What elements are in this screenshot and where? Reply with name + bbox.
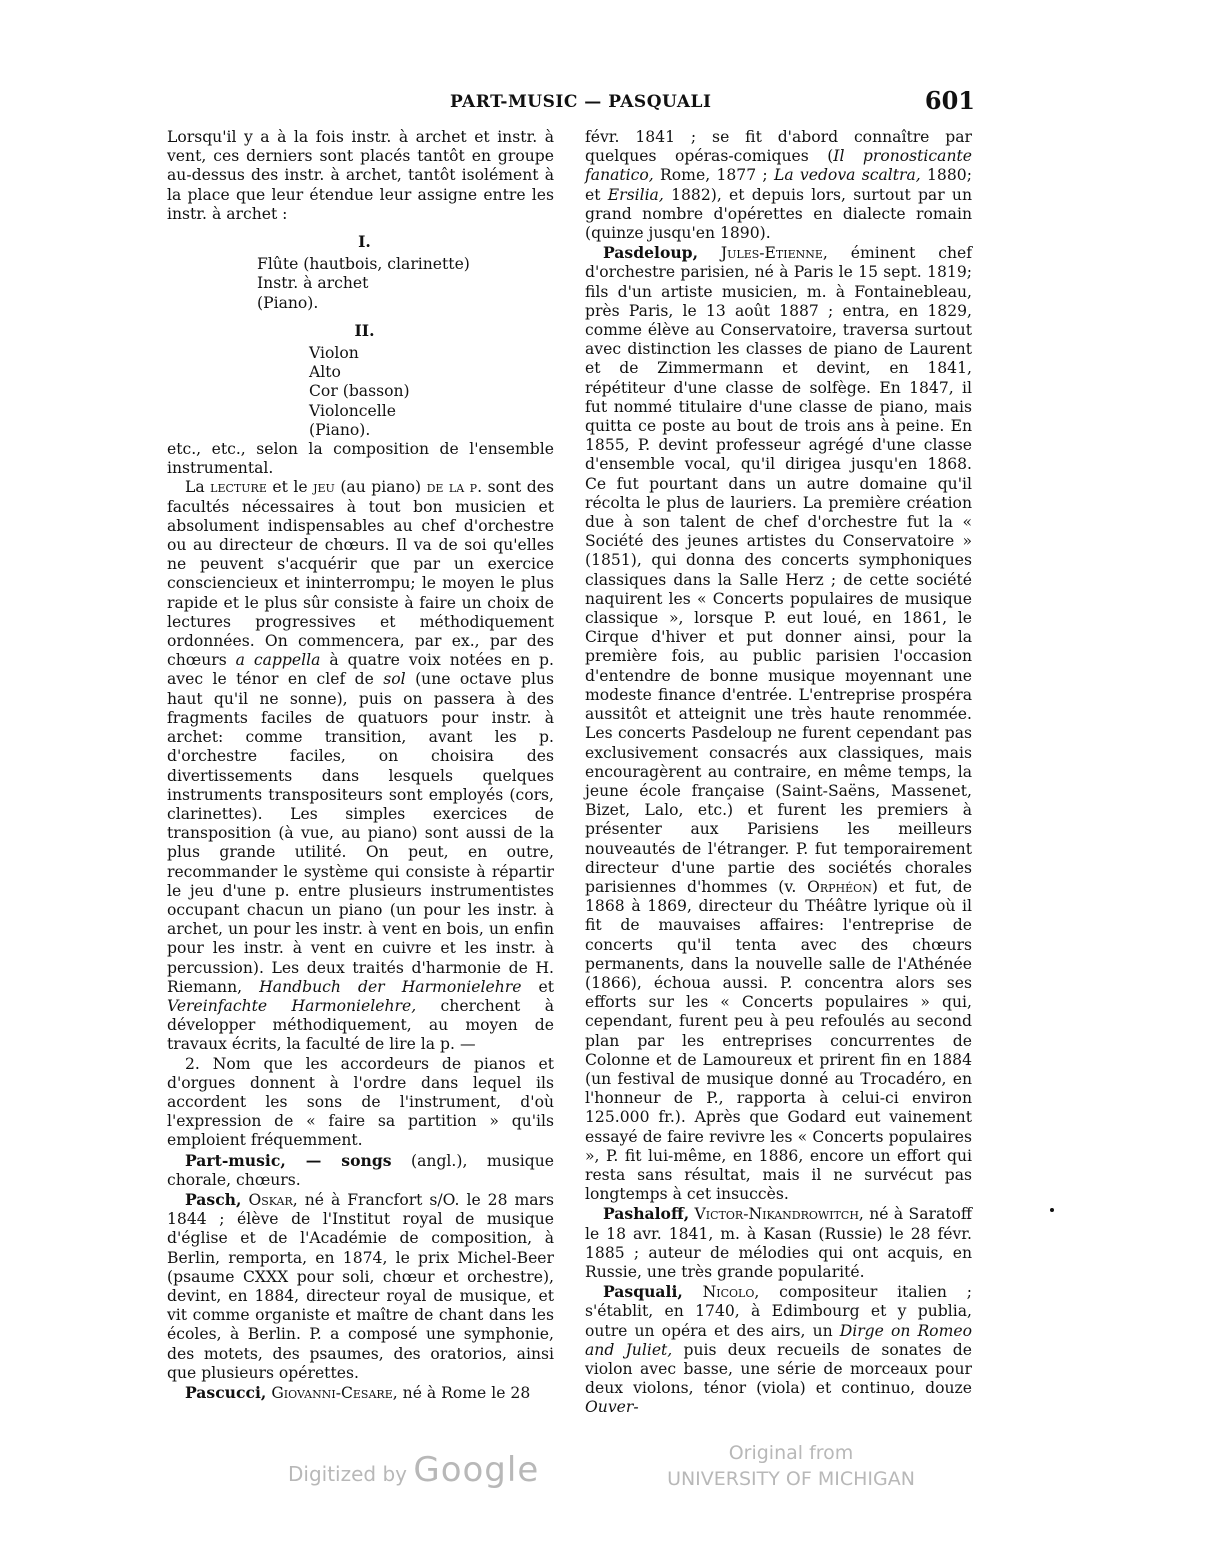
entry-headword: Pascucci, xyxy=(185,1383,267,1402)
page-header xyxy=(167,86,975,120)
original-from: Original from UNIVERSITY OF MICHIGAN xyxy=(667,1442,915,1490)
orchestration-list-1 xyxy=(167,232,554,313)
entry-pasdeloup: Pasdeloup, Jules-Etienne, éminent chef d'orchestre parisien, né à Paris le 15 sept. 1819; fils d'un artiste musicien, m. à Fontainebleau, près Paris, le 13 août 1887 ; entra, en 1829, comme élève au Conservatoire, traversa surtout avec distinction les classes de piano de Laurent et de Zimmermann et devint, en 1841, répétiteur d'une classe de solfège. En 1847, il fut nommé titulaire d'une classe de piano, mais quitta ce poste au bout de trois ans à peine. En 1855, P. devint professeur agrégé d'une classe d'ensemble vocal, qu'il dirigea jusqu'en 1868. Ce fut pourtant dans un autre domaine qu'il récolta le plus de lauriers. La première création due à son talent de chef d'orchestre fut la « Société des jeunes artistes du Conservatoire » (1851), qui donna des concerts symphoniques classiques dans la Salle Herz ; de cette société naquirent les « Concerts populaires de musique classique », lorsque P. eut loué, en 1861, le Cirque d'hiver et put donner ainsi, pour la première fois, au public parisien l'occasion d'entendre de bonne musique moyennant une modeste finance d'entrée. L'entreprise prospéra aussitôt et atteignit une très haute renommée. Les concerts Pasdeloup ne furent cependant pas exclusivement consacrés aux classiques, mais encouragèrent au contraire, en même temps, la jeune école française (Saint-Saëns, Massenet, Bizet, Lalo, etc.) et furent les premiers à présenter aux Parisiens les meilleurs nouveautés de l'étranger. P. fut temporairement directeur d'une partie des sociétés chorales parisiennes d'hommes (v. Orphéon) et fut, de 1868 à 1869, directeur du Théâtre lyrique où il fit de mauvaises affaires: l'entreprise de concerts qu'il tenta avec des chœurs permanents, dans la nouvelle salle de l'Athénée (1866), échoua aussi. P. concentra alors ses efforts sur les « Concerts populaires » qui, cependant, furent peu à peu refoulés au second plan par les entreprises concurrentes de Colonne et de Lamoureux et prirent fin en 1884 (un festival de musique donné au Trocadéro, en l'honneur de P., rapporta à celui-ci environ 125.000 fr.). Après que Godard eut vainement essayé de faire revivre les « Concerts populaires », P. fit lui-même, en 1886, encore un effort qui resta sans résultat, mais il ne survécut pas longtemps à cet insuccès. xyxy=(585,243,972,1204)
entry-pashaloff: Pashaloff, Victor-Nikandrowitch, né à Saratoff le 18 avr. 1841, m. à Kasan (Russie) le 28 févr. 1885 ; auteur de mélodies qui ont acquis, en Russie, une très grande popularité. xyxy=(585,1204,972,1281)
entry-headword: Part-music, — songs xyxy=(185,1150,392,1170)
running-title: PART-MUSIC — PASQUALI xyxy=(450,92,712,112)
scan-watermark xyxy=(0,1440,1207,1500)
entry-part-music: Part-music, — songs (angl.), musique chorale, chœurs. xyxy=(167,1150,554,1189)
entry-headword: Pashaloff, xyxy=(603,1204,690,1224)
university-name: UNIVERSITY OF MICHIGAN xyxy=(667,1468,915,1490)
intro-paragraph: Lorsqu'il y a à la fois instr. à archet et instr. à vent, ces derniers sont placés tantôt en groupe au-dessus des instr. à archet, tantôt isolément à la place que leur étendue leur assigne entre les instr. à archet : xyxy=(167,128,554,223)
list-item: Flûte (hautbois, clarinette) xyxy=(257,255,470,274)
after-list-paragraph: etc., etc., selon la composition de l'ensemble instrumental. xyxy=(167,440,554,478)
list-numeral: II. xyxy=(354,320,375,340)
left-column xyxy=(167,128,554,1403)
entry-headword: Pasquali, xyxy=(603,1282,683,1302)
pascucci-continuation: févr. 1841 ; se fit d'abord connaître par quelques opéras-comiques (Il pronosticante fanatico, Rome, 1877 ; La vedova scaltra, 1880; et Ersilia, 1882), et depuis lors, surtout par un grand nombre d'opérettes en dialecte romain (quinze jusqu'en 1890). xyxy=(585,128,972,243)
orchestration-list-2 xyxy=(167,321,554,440)
page-number: 601 xyxy=(924,86,975,115)
list-item: Violoncelle xyxy=(309,401,396,420)
entry-pasch: Pasch, Oskar, né à Francfort s/O. le 28 mars 1844 ; élève de l'Institut royal de musique d'église et de l'Académie de composition, à Berlin, remporta, en 1874, le prix Michel-Beer (psaume CXXX pour soli, chœur et orchestre), devint, en 1884, directeur royal de musique, et vit comme organiste et maître de chant dans les écoles, à Berlin. P. a composé une symphonie, des motets, des psaumes, des oratorios, ainsi que plusieurs opérettes. xyxy=(167,1189,555,1382)
list-item: Alto xyxy=(309,363,341,382)
google-logo-text: Google xyxy=(413,1450,540,1490)
partition-paragraph: 2. Nom que les accordeurs de pianos et d'orgues donnent à l'ordre dans lequel ils accordent les sons de l'instrument, d'où l'expression de « faire sa partition » qu'ils emploient fréquemment. xyxy=(167,1054,554,1150)
entry-pascucci: Pascucci, Giovanni-Cesare, né à Rome le 28 xyxy=(185,1383,531,1402)
entry-headword: Pasdeloup, xyxy=(603,243,699,263)
list-item: Violon xyxy=(309,344,359,363)
entry-pasquali: Pasquali, Nicolo, compositeur italien ; s'établit, en 1740, à Edimbourg et y publia, outre un opéra et des airs, un Dirge on Romeo and Juliet, puis deux recueils de sonates de violon avec basse, une série de morceaux pour deux violons, ténor (viola) et continuo, douze Ouver- xyxy=(585,1282,972,1417)
list-numeral: I. xyxy=(358,232,371,252)
right-column xyxy=(585,128,972,1418)
lecture-paragraph: La lecture et le jeu (au piano) de la p. sont des facultés nécessaires à tout bon musicien et absolument indispensables au chef d'orchestre ou au directeur de chœurs. Il va de soi qu'elles ne peuvent s'acquérir que par un exercice consciencieux et ininterrompu; le moyen le plus rapide et le plus sûr consiste à faire un choix de lectures progressives et méthodiquement ordonnées. On commencera, par ex., par des chœurs a cappella à quatre voix notées en p. avec le ténor en clef de sol (une octave plus haut qu'il ne sonne), puis on passera à des fragments faciles de quatuors pour instr. à archet: comme transition, avant les p. d'orchestre faciles, on choisira des divertissements dans lesquels quelques instruments transpositeurs sont employés (cors, clarinettes). Les simples exercices de transposition (à vue, au piano) sont aussi de la plus grande utilité. On peut, en outre, recommander le système qui consiste à répartir le jeu d'une p. entre plusieurs instrumentistes occupant chacun un piano (un pour les instr. à archet, un pour les instr. à vent en bois, un enfin pour les instr. à vent en cuivre et les instr. à percussion). Les deux traités d'harmonie de H. Riemann, Handbuch der Harmonielehre et Vereinfachte Harmonielehre, cherchent à développer méthodiquement, au moyen de travaux écrits, la faculté de lire la p. — xyxy=(167,478,554,1054)
entry-headword: Pasch, xyxy=(185,1189,242,1209)
list-item: Instr. à archet xyxy=(257,274,369,293)
list-item: (Piano). xyxy=(309,420,371,439)
ink-speck xyxy=(1050,1208,1054,1212)
list-item: (Piano). xyxy=(257,293,319,312)
list-item: Cor (basson) xyxy=(309,382,410,401)
digitized-by-google: Digitized by Google xyxy=(288,1450,540,1490)
